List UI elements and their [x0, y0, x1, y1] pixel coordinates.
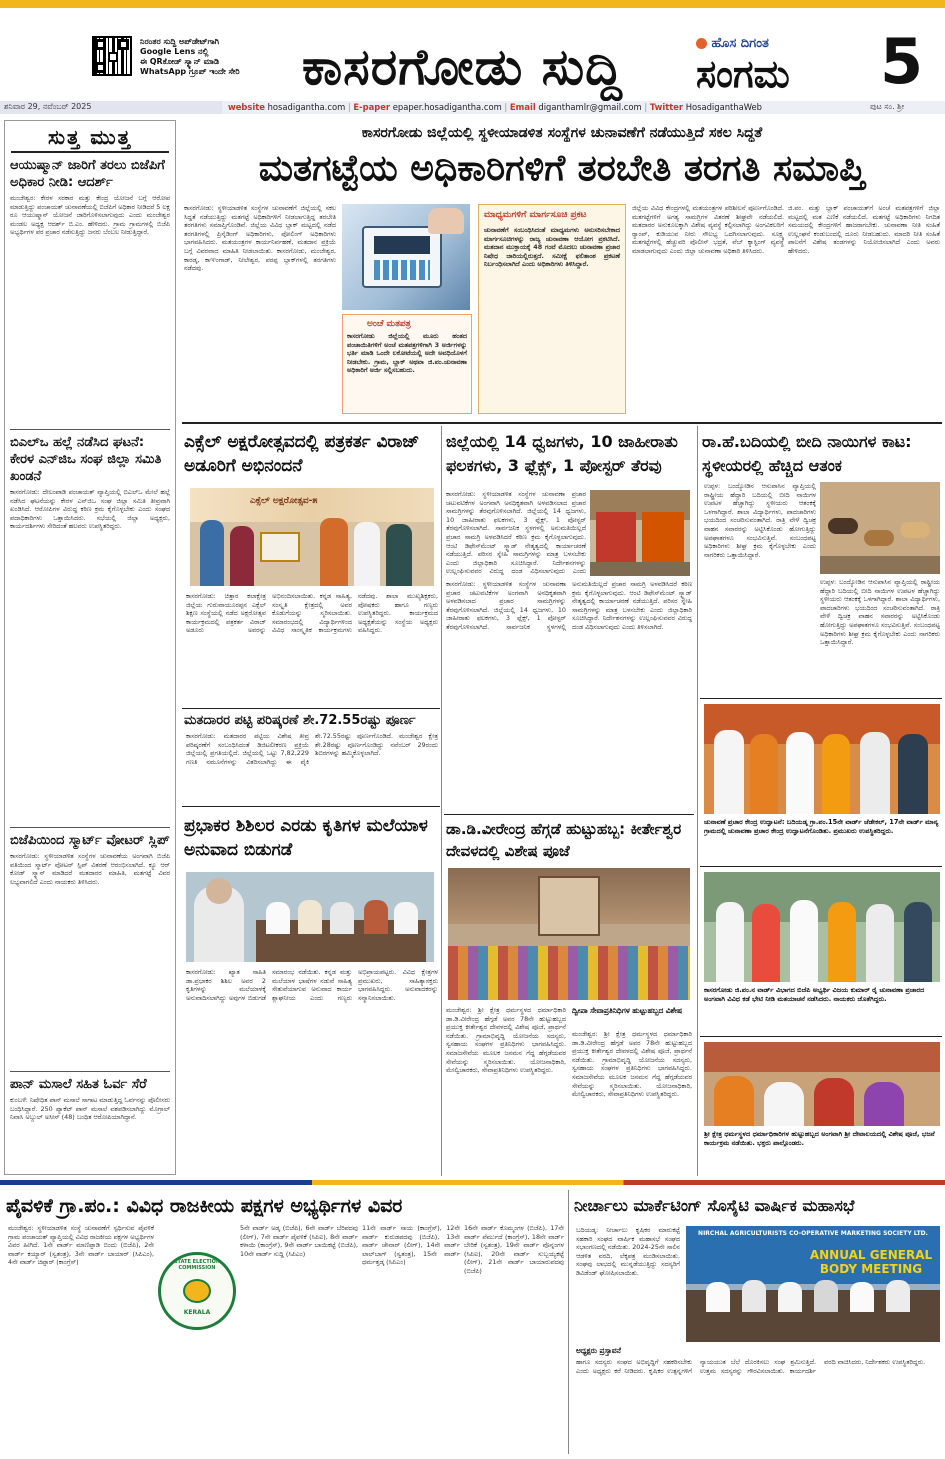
email-link[interactable]: diganthamlr@gmail.com	[538, 102, 642, 112]
media-guidelines-title: ಮಾಧ್ಯಮಗಳಿಗೆ ಮಾರ್ಗಸೂಚಿ ಪ್ರಕಟ	[484, 210, 587, 220]
award-photo	[190, 488, 434, 586]
campaign-office-photo	[704, 704, 940, 814]
sidebar	[4, 120, 176, 1175]
voters-headline: ಮತದಾರರ ಪಟ್ಟಿ ಪರಿಷ್ಕರಣೆ ಶೇ.72.55ರಷ್ಟು ಪೂರ್ಣ	[184, 713, 416, 728]
sidebar-logo-text: ಸುತ್ತ ಮುತ್ತ	[48, 125, 132, 149]
sidebar-story-4-title: ಪಾನ್ ಮಸಾಲೆ ಸಹಿತ ಓರ್ವ ಸೆರೆ	[10, 1077, 147, 1092]
temple-body-b	[572, 1030, 692, 1176]
bottom-color-bar	[0, 1180, 945, 1185]
temple-body-cont: ಮಂಜೇಶ್ವರ: ಶ್ರೀ ಕ್ಷೇತ್ರ ಧರ್ಮಸ್ಥಳದ ಧರ್ಮಾಧಿಕಾರಿ ಡಾ.ಡಿ.ವೀರೇಂದ್ರ ಹೆಗ್ಗಡೆ ಅವರ 78ನೇ ಹುಟ್ಟುಹಬ್ಬದ ಪ್ರಯುಕ್ತ ಕೀರ್ತೇಶ್ವರ ದೇವಳದಲ್ಲಿ ವಿಶೇಷ ಪೂಜೆ, ಪ್ರಾರ್ಥನೆ ನಡೆಯಿತು. ಗ್ರಾಮಾಭಿವೃದ್ಧಿ ಯೋಜನೆಯ ಸದಸ್ಯರು, ಸ್ವಸಹಾಯ ಸಂಘಗಳ ಪ್ರತಿನಿಧಿಗಳು ಭಾಗವಹಿಸಿದ್ದರು. ಸಮಾಜಸೇವೆಯ ಮೂಲಕ ಜನಮನ ಗೆದ್ದ ಹೆಗ್ಗಡೆಯವರ ಸೇವೆಯನ್ನು ಸ್ಮರಿಸಲಾಯಿತು. ಯೋಜನಾಧಿಕಾರಿ, ಮೇಲ್ವಿಚಾರಕರು, ಸೇವಾಪ್ರತಿನಿಧಿಗಳು ಉಪಸ್ಥಿತರಿದ್ದರು.	[572, 1030, 692, 1099]
qr-code	[92, 36, 132, 76]
masthead: ನಿರಂತರ ಸುದ್ದಿ ಅಪ್‌ಡೇಟ್‌ಗಾಗಿ Google Lens ನಲ್ಲಿ ಈ QRಕೋಡ್ ಸ್ಕ್ಯಾನ್ ಮಾಡಿ WhatsApp ಗ್ರೂಪ್ ಇಂದೇ ಸೇರಿ ಕಾಸರಗೋಡು ಸುದ್ದಿ ಹೊಸ ದಿಗಂತ ಸಂಗಮ 5 ಶನಿವಾರ 29, ನವೆಂಬರ್ 2025 website hosadigantha.com | E-paper epaper.hosadigantha.com | Email diganthamlr@gmail.com | Twitter HosadiganthaWeb ಪುಟ ಸಂ. ಶ್ರೀ	[0, 0, 945, 114]
email-label: Email	[509, 102, 536, 112]
postal-ballot-body: ಕಾಸರಗೋಡು ಜಿಲ್ಲೆಯಲ್ಲಿ ಮೂರು ಹಂತದ ಪಂಚಾಯಿತಿಗಳಿಗೆ ಅಂಚೆ ಮತಪತ್ರಗಳಿಗಾಗಿ 3 ಅರ್ಜಿಗಳನ್ನು ಭರ್ತಿ ಮಾಡಿ ಒಂದೇ ಲಕೋಟೆಯಲ್ಲಿ ಅದೇ ಅವಧಿಯೊಳಗೆ ನೀಡಬೇಕು. ಗ್ರಾಮ, ಬ್ಲಾಕ್ ಅಥವಾ ಜಿ.ಪಂ.ಚುನಾವಣಾ ಅಧಿಕಾರಿಗೆ ಅರ್ಜಿ ಸಲ್ಲಿಸಬಹುದು.	[347, 332, 467, 375]
dogs-headline: ರಾ.ಹೆ.ಬದಿಯಲ್ಲಿ ಬೀದಿ ನಾಯಿಗಳ ಕಾಟ: ಸ್ಥಳೀಯರಲ್ಲಿ ಹೆಚ್ಚಿದ ಆತಂಕ	[702, 432, 912, 475]
issue-date: ಶನಿವಾರ 29, ನವೆಂಬರ್ 2025	[4, 102, 92, 111]
society-body-2: ಹಾಗೂ ಸದಸ್ಯರು ಸಂಘದ ಅಭಿವೃದ್ಧಿಗೆ ಸಹಕರಿಸಬೇಕು ಎಂದು ಅಧ್ಯಕ್ಷರು ಕರೆ ನೀಡಿದರು. ಕೃಷಿಕರ ಉತ್ಪನ್ನಗಳಿಗೆ ನ್ಯಾಯಯುತ ಬೆಲೆ ದೊರಕಿಸಲು ಸಂಘ ಶ್ರಮಿಸುತ್ತಿದೆ. ಉತ್ತಮ ಸದಸ್ಯರನ್ನು ಗೌರವಿಸಲಾಯಿತು. ಕಾರ್ಯದರ್ಶಿ ವರದಿ ವಾಚಿಸಿದರು, ನಿರ್ದೇಶಕರು ಉಪಸ್ಥಿತರಿದ್ದರು.	[576, 1358, 926, 1375]
dogs-photo	[820, 482, 940, 574]
award-headline: ಎಕ್ಸೆಲ್ ಅಕ್ಷರೋತ್ಸವದಲ್ಲಿ ಪತ್ರಕರ್ತ ವಿರಾಜ್ ಅಡೂರಿಗೆ ಅಭಿನಂದನೆ	[184, 432, 420, 476]
lead-body-1: ಕಾಸರಗೋಡು: ಸ್ಥಳೀಯಾಡಳಿತ ಸಂಸ್ಥೆಗಳ ಚುನಾವಣೆಗೆ ಜಿಲ್ಲೆಯಲ್ಲಿ ಸಕಲ ಸಿದ್ಧತೆ ನಡೆಯುತ್ತಿದ್ದು ಮತಗಟ್ಟೆ ಅಧಿಕಾರಿಗಳಿಗೆ ನೀಡಲಾಗುತ್ತಿದ್ದ ತರಬೇತಿ ತರಗತಿಗಳು ಸಮಾಪ್ತಿಗೊಂಡಿವೆ. ಜಿಲ್ಲೆಯ ವಿವಿಧ ಬ್ಲಾಕ್ ಮಟ್ಟದಲ್ಲಿ ನಡೆದ ತರಗತಿಗಳಲ್ಲಿ ಪ್ರಿಸೈಡಿಂಗ್ ಅಧಿಕಾರಿಗಳು, ಪೋಲಿಂಗ್ ಅಧಿಕಾರಿಗಳು ಭಾಗವಹಿಸಿದರು. ಮತಯಂತ್ರಗಳ ಕಾರ್ಯನಿರ್ವಹಣೆ, ಮತದಾನ ಪ್ರಕ್ರಿಯೆ ಬಗ್ಗೆ ವಿವರವಾದ ಮಾಹಿತಿ ನೀಡಲಾಯಿತು. ಕಾಸರಗೋಡು, ಮಂಜೇಶ್ವರ, ಕಾರಡ್ಕ, ಕಾಞಂಗಾಡ್, ನೀಲೇಶ್ವರ, ಪರಪ್ಪ ಬ್ಲಾಕ್‌ಗಳಲ್ಲಿ ತರಗತಿಗಳು ನಡೆದವು.	[184, 204, 336, 273]
temple-sub: ದ್ವೀಪಾ ಸೇವಾಪ್ರತಿನಿಧಿಗಳ ಹುಟ್ಟುಹಬ್ಬದ ವಿಶೇಷ	[572, 1006, 683, 1015]
brand-icon	[696, 38, 707, 49]
flags-body-repeat: ಕಾಸರಗೋಡು: ಸ್ಥಳೀಯಾಡಳಿತ ಸಂಸ್ಥೆಗಳ ಚುನಾವಣಾ ಪ್ರಚಾರ ಚಟುವಟಿಕೆಗಳ ಅಂಗವಾಗಿ ಅನಧಿಕೃತವಾಗಿ ಅಳವಡಿಸಲಾದ ಪ್ರಚಾರ ಸಾಮಗ್ರಿಗಳನ್ನು ತೆರವುಗೊಳಿಸಲಾಗಿದೆ. ಜಿಲ್ಲೆಯಲ್ಲಿ 14 ಧ್ವಜಗಳು, 10 ಜಾಹೀರಾತು ಫಲಕಗಳು, 3 ಫ್ಲೆಕ್ಸ್, 1 ಪೋಸ್ಟರ್ ತೆರವುಗೊಳಿಸಲಾಗಿದೆ. ಸಾರ್ವಜನಿಕ ಸ್ಥಳಗಳಲ್ಲಿ ಅನುಮತಿಯಿಲ್ಲದೆ ಪ್ರಚಾರ ಸಾಮಗ್ರಿ ಅಳವಡಿಸಿದರೆ ಕಠಿಣ ಕ್ರಮ ಕೈಗೊಳ್ಳಲಾಗುವುದು. ಆಂಟಿ ಡಿಫೇಸ್‌ಮೆಂಟ್ ಸ್ಕ್ವಾಡ್ ನೇತೃತ್ವದಲ್ಲಿ ಕಾರ್ಯಾಚರಣೆ ನಡೆಯುತ್ತಿದೆ. ಪರಿಸರ ಸ್ನೇಹಿ ಸಾಮಗ್ರಿಗಳನ್ನು ಮಾತ್ರ ಬಳಸಬೇಕು ಎಂದು ಜಿಲ್ಲಾಧಿಕಾರಿ ಸೂಚಿಸಿದ್ದಾರೆ. ನಿರ್ದೇಶನಗಳನ್ನು ಉಲ್ಲಂಘಿಸುವವರ ವಿರುದ್ಧ ದಂಡ ವಿಧಿಸಲಾಗುವುದು ಎಂದು ತಿಳಿಸಲಾಗಿದೆ.	[446, 580, 692, 631]
sidebar-story-1-body: ಮಂಜೇಶ್ವರ: ಕೇರಳ ಸರಕಾರ ಮತ್ತು ಕೇಂದ್ರ ಯೋಜನೆ ಬಗ್ಗೆ ಆರೋಪ ಮಾಡುತ್ತಿದ್ದು ಪಂಚಾಯತ್ ಚುನಾವಣೆಯಲ್ಲಿ ಬಿಜೆಪಿಗೆ ಅಧಿಕಾರ ನೀಡಿದರೆ 5 ಲಕ್ಷ ರೂ ಆಯುಷ್ಮಾನ್ ಯೋಜನೆ ಜಾರಿಗೊಳಿಸಲಾಗುವುದು ಎಂದು ಮಂಜೇಶ್ವರ ಮಂಡಲ ಅಧ್ಯಕ್ಷ ಆದರ್ಶ್ ಬಿ.ಎಂ. ಹೇಳಿದರು. ಗ್ರಾಮ ಗ್ರಾಮಗಳಲ್ಲಿ ಬಿಜೆಪಿ ಅಭ್ಯರ್ಥಿಗಳ ಪರ ಪ್ರಚಾರ ನಡೆಸುತ್ತಿದ್ದು ಜನರು ಬೆಂಬಲ ನೀಡುತ್ತಿದ್ದಾರೆ.	[10, 194, 170, 237]
media-guidelines-body: ಚುನಾವಣೆಗೆ ಸಂಬಂಧಿಸಿದಂತೆ ಮಾಧ್ಯಮಗಳು ಅನುಸರಿಸಬೇಕಾದ ಮಾರ್ಗಸೂಚಿಗಳನ್ನು ರಾಜ್ಯ ಚುನಾವಣಾ ಆಯೋಗ ಪ್ರಕಟಿಸಿದೆ. ಮತದಾನ ಮುಕ್ತಾಯಕ್ಕೆ 48 ಗಂಟೆ ಮೊದಲು ಚುನಾವಣಾ ಪ್ರಚಾರ ನಿಷೇಧ ಜಾರಿಯಲ್ಲಿರುತ್ತದೆ. ಸಮೀಕ್ಷೆ ಫಲಿತಾಂಶ ಪ್ರಕಟಣೆ ನಿರ್ಬಂಧಿಸಲಾಗಿದೆ ಎಂದು ಅಧಿಕಾರಿಗಳು ತಿಳಿಸಿದ್ದಾರೆ.	[484, 226, 620, 269]
campaign-office-caption: ಚುನಾವಣೆ ಪ್ರಚಾರ ಕೇಂದ್ರ ಉದ್ಘಾಟನೆ: ಬದಿಯಡ್ಕ ಗ್ರಾ.ಪಂ.15ನೇ ವಾರ್ಡ್ ಚೆಡೇಕಲ್, 17ನೇ ವಾರ್ಡ್ ಮಾನ್ಯ ಗ್ರಾಮದಲ್ಲಿ ಚುನಾವಣಾ ಪ್ರಚಾರ ಕೇಂದ್ರ ಉದ್ಘಾಟನೆಗೊಂಡಿತು. ಪ್ರಮುಖರು ಉಪಸ್ಥಿತರಿದ್ದರು.	[704, 818, 939, 835]
sidebar-story-3-body: ಕಾಸರಗೋಡು: ಸ್ಥಳೀಯಾಡಳಿತ ಸಂಸ್ಥೆಗಳ ಚುನಾವಣೆಯ ಅಂಗವಾಗಿ ಬಿಜೆಪಿ ವತಿಯಿಂದ ಸ್ಮಾರ್ಟ್ ವೋಟರ್ ಸ್ಲಿಪ್ ವಿತರಣೆ ಆರಂಭಿಸಲಾಗಿದೆ. ಕ್ಯೂ ಆರ್ ಕೋಡ್ ಸ್ಕ್ಯಾನ್ ಮಾಡಿದರೆ ಮತದಾರರ ಮಾಹಿತಿ, ಮತಗಟ್ಟೆ ವಿವರ ಲಭ್ಯವಾಗಲಿದೆ ಎಂದು ನಾಯಕರು ತಿಳಿಸಿದರು.	[10, 852, 170, 886]
bhajan-caption: ಶ್ರೀ ಕ್ಷೇತ್ರ ಧರ್ಮಸ್ಥಳದ ಧರ್ಮಾಧಿಕಾರಿಗಳ ಹುಟ್ಟುಹಬ್ಬದ ಅಂಗವಾಗಿ ಶ್ರೀ ದೇವಾಲಯದಲ್ಲಿ ವಿಶೇಷ ಪೂಜೆ, ಭಜನೆ ಕಾರ್ಯಕ್ರಮ ನಡೆಯಿತು. ಭಕ್ತರು ಪಾಲ್ಗೊಂಡರು.	[704, 1130, 935, 1147]
candidate-photo	[704, 872, 940, 982]
society-banner-2: ANNUAL GENERAL BODY MEETING	[809, 1248, 933, 1276]
candidates-body-3: 11ನೇ ವಾರ್ಡ್ ಸಾಯ (ಕಾಂಗ್ರೆಸ್), 12ನೇ ವಾರ್ಡ್ ಕುರುಡಪದವು (ಬಿಜೆಪಿ), 13ನೇ ವಾರ್ಡ್ ಚೇವಾರ್ (ಲೀಗ್), 14ನೇ ವಾರ್ಡ್ ಲಾಲ್‌ಬಾಗ್ (ಸ್ವತಂತ್ರ), 15ನೇ ವಾರ್ಡ್ ಧರ್ಮತ್ತಡ್ಕ (ಸಿಪಿಎಂ)	[362, 1224, 460, 1267]
qr-line-3: ಈ QRಕೋಡ್ ಸ್ಕ್ಯಾನ್ ಮಾಡಿ	[140, 57, 220, 66]
lead-body-3: ಜಿ.ಪಂ. ಮತ್ತು ಬ್ಲಾಕ್ ಪಂಚಾಯತ್‌ಗೆ ಅಂಚೆ ಮತಪತ್ರಗಳಿಗೆ ಜಿಲ್ಲಾ ಮಟ್ಟದಲ್ಲಿ ಮತ ಎಣಿಕೆ ನಡೆಯಲಿದೆ. ಮತಗಟ್ಟೆ ಅಧಿಕಾರಿಗಳು ನಿಗದಿತ ಸಮಯದಲ್ಲಿ ಕೇಂದ್ರಗಳಿಗೆ ಹಾಜರಾಗಬೇಕು. ಚುನಾವಣಾ ನೀತಿ ಸಂಹಿತೆ ಉಲ್ಲಂಘನೆ ಕಂಡುಬಂದಲ್ಲಿ ದೂರು ನೀಡಬಹುದು. ಮಾದರಿ ನೀತಿ ಸಂಹಿತೆ ಪಾಲನೆಗೆ ವಿಶೇಷ ತಂಡಗಳನ್ನು ನಿಯೋಜಿಸಲಾಗಿದೆ ಎಂದು ಅವರು ಹೇಳಿದರು.	[788, 204, 940, 255]
society-banner-1: NIRCHAL AGRICULTURISTS CO-OPERATIVE MARKETING SOCIETY LTD.	[698, 1230, 928, 1237]
dogs-body-a	[704, 482, 816, 694]
sidebar-story-3-title: ಬಿಜೆಪಿಯಿಂದ ಸ್ಮಾರ್ಟ್ ವೋಟರ್ ಸ್ಲಿಪ್	[10, 833, 170, 848]
flags-headline: ಜಿಲ್ಲೆಯಲ್ಲಿ 14 ಧ್ವಜಗಳು, 10 ಜಾಹೀರಾತು ಫಲಕಗಳು, 3 ಫ್ಲೆಕ್ಸ್, 1 ಪೋಸ್ಟರ್ ತೆರವು	[446, 432, 678, 475]
sidebar-story-2-body: ಕಾಸರಗೋಡು: ದೇಲಂಪಾಡಿ ಪಂಚಾಯತ್ ವ್ಯಾಪ್ತಿಯಲ್ಲಿ ಬಿಎಲ್‌ಒ ಮೇಲೆ ಹಲ್ಲೆ ನಡೆಸಿದ ಘಟನೆಯನ್ನು ಕೇರಳ ಎನ್‌ಜಿಒ ಸಂಘ ಜಿಲ್ಲಾ ಸಮಿತಿ ತೀವ್ರವಾಗಿ ಖಂಡಿಸಿದೆ. ಆರೋಪಿಗಳ ವಿರುದ್ಧ ಕಠಿಣ ಕ್ರಮ ಕೈಗೊಳ್ಳಬೇಕು ಎಂದು ಸಂಘದ ಪದಾಧಿಕಾರಿಗಳು ಒತ್ತಾಯಿಸಿದರು. ಸಭೆಯಲ್ಲಿ ಜಿಲ್ಲಾ ಅಧ್ಯಕ್ಷರು, ಕಾರ್ಯದರ್ಶಿಗಳು ಸೇರಿದಂತೆ ಹಲವರು ಉಪಸ್ಥಿತರಿದ್ದರು.	[10, 488, 170, 531]
lead-headline: ಮತಗಟ್ಟೆಯ ಅಧಿಕಾರಿಗಳಿಗೆ ತರಬೇತಿ ತರಗತಿ ಸಮಾಪ್ತಿ	[258, 147, 866, 189]
postal-ballot-box	[342, 314, 472, 414]
candidates-body-1: ಮಂಜೇಶ್ವರ: ಸ್ಥಳೀಯಾಡಳಿತ ಸಂಸ್ಥೆ ಚುನಾವಣೆಗೆ ಸ್ಪರ್ಧಿಸುವ ಪೈವಳಿಕೆ ಗ್ರಾಮ ಪಂಚಾಯತ್ ವ್ಯಾಪ್ತಿಯಲ್ಲಿ ವಿವಿಧ ರಾಜಕೀಯ ಪಕ್ಷಗಳ ಅಭ್ಯರ್ಥಿಗಳ ವಿವರ ಹೀಗಿದೆ. 1ನೇ ವಾರ್ಡ್ ಮಾಣಿಪ್ಪಾಡಿ ಬಿಂದು (ಬಿಜೆಪಿ), 2ನೇ ವಾರ್ಡ್ ಕಯ್ಯಾರ್ (ಸ್ವತಂತ್ರ), 3ನೇ ವಾರ್ಡ್ ಬಾಯಾರ್ (ಸಿಪಿಎಂ), 4ನೇ ವಾರ್ಡ್ ಚಿಪ್ಪಾರ್ (ಕಾಂಗ್ರೆಸ್)	[8, 1224, 154, 1267]
temple-photo	[448, 868, 690, 1000]
twitter-label: Twitter	[649, 102, 684, 112]
lead-kicker: ಕಾಸರಗೋಡು ಜಿಲ್ಲೆಯಲ್ಲಿ ಸ್ಥಳೀಯಾಡಳಿತ ಸಂಸ್ಥೆಗಳ ಚುನಾವಣೆಗೆ ನಡೆಯುತ್ತಿದೆ ಸಕಲ ಸಿದ್ಧತೆ	[361, 125, 763, 141]
supplement-title: ಸಂಗಮ	[696, 51, 790, 96]
brand-name: ಹೊಸ ದಿಗಂತ	[711, 36, 769, 51]
candidates-body-4: 16ನೇ ವಾರ್ಡ್ ಕೊಮ್ಮಂಗಳ (ಬಿಜೆಪಿ), 17ನೇ ವಾರ್ಡ್ ಪೆರ್ಮುದೆ (ಕಾಂಗ್ರೆಸ್), 18ನೇ ವಾರ್ಡ್ ಬೇರಿಕೆ (ಸ್ವತಂತ್ರ), 19ನೇ ವಾರ್ಡ್ ಪೊನ್ನಂಗಳ (ಸಿಪಿಐ), 20ನೇ ವಾರ್ಡ್ ಸುಬ್ಬಯ್ಯಕಟ್ಟೆ (ಲೀಗ್), 21ನೇ ವಾರ್ಡ್ ಬಾಯಾರುಪದವು (ಬಿಜೆಪಿ)	[464, 1224, 564, 1275]
society-body-1: ಬದಿಯಡ್ಕ: ನೀರ್ಚಾಲು ಕೃಷಿಕರ ಮಾರುಕಟ್ಟೆ ಸಹಕಾರಿ ಸಂಘದ ವಾರ್ಷಿಕ ಮಹಾಸಭೆ ಸಂಘದ ಸಭಾಂಗಣದಲ್ಲಿ ನಡೆಯಿತು. 2024-25ನೇ ಸಾಲಿನ ಆಡಳಿತ ವರದಿ, ಲೆಕ್ಕಪತ್ರ ಮಂಡಿಸಲಾಯಿತು. ಸಂಘವು ಲಾಭದಲ್ಲಿ ಮುನ್ನಡೆಯುತ್ತಿದ್ದು ಸದಸ್ಯರಿಗೆ ಡಿವಿಡೆಂಡ್ ಘೋಷಿಸಲಾಯಿತು.	[576, 1226, 680, 1277]
candidates-body-2: 5ನೇ ವಾರ್ಡ್ ಅಡ್ಕ (ಬಿಜೆಪಿ), 6ನೇ ವಾರ್ಡ್ ಬೆರಿಪದವು (ಲೀಗ್), 7ನೇ ವಾರ್ಡ್ ಪೈವಳಿಕೆ (ಸಿಪಿಐ), 8ನೇ ವಾರ್ಡ್ ಕಳಾಯಿ (ಕಾಂಗ್ರೆಸ್), 9ನೇ ವಾರ್ಡ್ ಬಾಯಿಕಟ್ಟೆ (ಬಿಜೆಪಿ), 10ನೇ ವಾರ್ಡ್ ಸುದ್ದಿ (ಸಿಪಿಎಂ)	[240, 1224, 358, 1258]
sidebar-story-1-title: ಆಯುಷ್ಮಾನ್ ಜಾರಿಗೆ ತರಲು ಬಿಜೆಪಿಗೆ ಅಧಿಕಾರ ನೀಡಿ: ಆದರ್ಶ್	[10, 158, 165, 190]
books-photo	[186, 872, 434, 962]
books-body: ಕಾಸರಗೋಡು: ಖ್ಯಾತ ಸಾಹಿತಿ ಡಾ.ಪ್ರಭಾಕರ ಶಿಶಿಲ ಅವರ 2 ಕೃತಿಗಳನ್ನು ಮಲೆಯಾಳಕ್ಕೆ ಅನುವಾದಿಸಲಾಗಿದ್ದು ಅವುಗಳ ಬಿಡುಗಡೆ ಸಮಾರಂಭ ನಡೆಯಿತು. ಕನ್ನಡ ಮತ್ತು ಮಲೆಯಾಳ ಭಾಷೆಗಳ ನಡುವೆ ಸಾಹಿತ್ಯ ಸೇತುವೆಯಾಗುವ ಅನುವಾದ ಕಾರ್ಯ ಶ್ಲಾಘನೀಯ ಎಂದು ಗಣ್ಯರು ಅಭಿಪ್ರಾಯಪಟ್ಟರು. ವಿವಿಧ ಕ್ಷೇತ್ರಗಳ ಪ್ರಮುಖರು, ಸಾಹಿತ್ಯಾಸಕ್ತರು ಭಾಗವಹಿಸಿದ್ದರು. ಅನುವಾದಕರನ್ನು ಸನ್ಮಾನಿಸಲಾಯಿತು.	[186, 968, 438, 1002]
seal-inner-text: KERALA	[183, 1309, 211, 1316]
top-color-bar	[0, 0, 945, 8]
brand-logo	[696, 36, 769, 51]
temple-body-a	[446, 1006, 566, 1176]
sidebar-story-4-body: ಕುಂಬಳೆ: ನಿಷೇಧಿತ ಪಾನ್ ಮಸಾಲೆ ಸಾಗಾಟ ಮಾಡುತ್ತಿದ್ದ ಓರ್ವನನ್ನು ಪೊಲೀಸರು ಬಂಧಿಸಿದ್ದಾರೆ. 250 ಪ್ಯಾಕೆಟ್ ಪಾನ್ ಮಸಾಲೆ ವಶಪಡಿಸಲಾಗಿದ್ದು ಮೊಗ್ರಾಲ್ ನಿವಾಸಿ ಅಬ್ದುಲ್ ಅಸೀಸ್ (48) ಬಂಧಿತ ಆರೋಪಿಯಾಗಿದ್ದಾನೆ.	[10, 1096, 170, 1122]
election-commission-seal	[158, 1252, 236, 1330]
masthead-title: ಕಾಸರಗೋಡು ಸುದ್ದಿ	[302, 37, 623, 96]
pages-label: ಪುಟ ಸಂ. ಶ್ರೀ	[870, 102, 905, 111]
bhajan-photo	[704, 1042, 940, 1126]
candidate-caption: ಕಾಸರಗೋಡು ಜಿ.ಪಂ.ನ ವಾರ್ಡ್ ವಿಭಾಗದ ಬಿಜೆಪಿ ಅಭ್ಯರ್ಥಿ ವಿಜಯ ಕುಮಾರ್ ರೈ ಚುನಾವಣಾ ಪ್ರಚಾರದ ಅಂಗವಾಗಿ ವಿವಿಧ ಕಡೆ ಭೇಟಿ ನೀಡಿ ಮತಯಾಚನೆ ನಡೆಸಿದರು. ನಾಯಕರು ಜೊತೆಗಿದ್ದರು.	[704, 986, 925, 1003]
postal-ballot-title: ಅಂಚೆ ಮತಪತ್ರ	[367, 319, 411, 329]
date-tab	[0, 101, 222, 114]
dogs-body-cont: ಉಪ್ಪಳ: ಬಂದ್ಯೋಡಿನ ಆಸುಪಾಸಿನ ವ್ಯಾಪ್ತಿಯಲ್ಲಿ ರಾಷ್ಟ್ರೀಯ ಹೆದ್ದಾರಿ ಬದಿಯಲ್ಲಿ ಬೀದಿ ನಾಯಿಗಳ ಉಪಟಳ ಹೆಚ್ಚಾಗಿದ್ದು ಸ್ಥಳೀಯರು ಆತಂಕಕ್ಕೆ ಒಳಗಾಗಿದ್ದಾರೆ. ಶಾಲಾ ವಿದ್ಯಾರ್ಥಿಗಳು, ಪಾದಚಾರಿಗಳು ಭಯದಿಂದ ಸಂಚರಿಸುವಂತಾಗಿದೆ. ರಾತ್ರಿ ವೇಳೆ ದ್ವಿಚಕ್ರ ವಾಹನ ಸವಾರರನ್ನು ಅಟ್ಟಿಸಿಕೊಂಡು ಹೋಗುತ್ತಿದ್ದು ಅಪಘಾತಗಳೂ ಸಂಭವಿಸುತ್ತಿವೆ. ಸಂಬಂಧಪಟ್ಟ ಅಧಿಕಾರಿಗಳು ಶೀಘ್ರ ಕ್ರಮ ಕೈಗೊಳ್ಳಬೇಕು ಎಂದು ನಾಗರಿಕರು ಒತ್ತಾಯಿಸಿದ್ದಾರೆ.	[820, 578, 940, 647]
qr-line-4: WhatsApp ಗ್ರೂಪ್ ಇಂದೇ ಸೇರಿ	[140, 67, 240, 76]
epaper-label: E-paper	[353, 102, 391, 112]
seal-emblem-icon	[183, 1279, 211, 1303]
flags-photo	[590, 490, 690, 576]
voters-body: ಕಾಸರಗೋಡು: ಮತದಾರರ ಪಟ್ಟಿಯ ವಿಶೇಷ ತೀವ್ರ ಪರಿಷ್ಕರಣೆಗೆ ಸಂಬಂಧಿಸಿದಂತೆ ಡಿಜಿಟಲೀಕರಣ ಪ್ರಕ್ರಿಯೆ ಜಿಲ್ಲೆಯಲ್ಲಿ ಪ್ರಗತಿಯಲ್ಲಿದೆ. ಜಿಲ್ಲೆಯಲ್ಲಿ ಒಟ್ಟು 7,82,229 ಗಣತಿ ನಮೂನೆಗಳನ್ನು ವಿತರಿಸಲಾಗಿದ್ದು ಈ ಪೈಕಿ ಶೇ.72.55ರಷ್ಟು ಪೂರ್ಣಗೊಂಡಿದೆ. ಮಂಜೇಶ್ವರ ಕ್ಷೇತ್ರ ಶೇ.28ರಷ್ಟು ಪೂರ್ಣಗೊಂಡಿದ್ದು ನವೆಂಬರ್ 29ರಂದು ಶಿಬಿರಗಳನ್ನು ಹಮ್ಮಿಕೊಳ್ಳಲಾಗಿದೆ.	[186, 732, 438, 766]
flags-body-cont	[446, 580, 692, 810]
award-body: ಕಾಸರಗೋಡು: ಚಿತ್ತಾರ ಕಲಾಕ್ಷೇತ್ರ ಜಿಲ್ಲೆಯ ಗುರುವಾಯೂರಪ್ಪನ ಎಕ್ಸೆಲ್ ಶಿಕ್ಷಣ ಸಂಸ್ಥೆಯಲ್ಲಿ ನಡೆದ ಅಕ್ಷರೋತ್ಸವ ಕಾರ್ಯಕ್ರಮದಲ್ಲಿ ಪತ್ರಕರ್ತ ವಿರಾಜ್ ಅಡೂರು ಅವರನ್ನು ಅಭಿನಂದಿಸಲಾಯಿತು. ಕನ್ನಡ ಸಾಹಿತ್ಯ, ಸಂಸ್ಕೃತಿ ಕ್ಷೇತ್ರದಲ್ಲಿ ಅವರ ಕೊಡುಗೆಯನ್ನು ಸ್ಮರಿಸಲಾಯಿತು. ಸಮಾರಂಭದಲ್ಲಿ ವಿದ್ಯಾರ್ಥಿಗಳಿಂದ ವಿವಿಧ ಸಾಂಸ್ಕೃತಿಕ ಕಾರ್ಯಕ್ರಮಗಳು ನಡೆದವು. ಶಾಲಾ ಮುಖ್ಯಶಿಕ್ಷಕರು, ಪೋಷಕರು ಹಾಗೂ ಗಣ್ಯರು ಉಪಸ್ಥಿತರಿದ್ದರು. ಕಾರ್ಯಕ್ರಮದ ಅಧ್ಯಕ್ಷತೆಯನ್ನು ಸಂಸ್ಥೆಯ ಅಧ್ಯಕ್ಷರು ವಹಿಸಿದ್ದರು.	[186, 592, 438, 635]
website-label: website	[228, 102, 265, 112]
lead-body-2: ಜಿಲ್ಲೆಯ ವಿವಿಧ ಕೇಂದ್ರಗಳಲ್ಲಿ ಮತಯಂತ್ರಗಳ ಪರಿಶೀಲನೆ ಪೂರ್ಣಗೊಂಡಿದೆ. ಮತಗಟ್ಟೆಗಳಿಗೆ ಅಗತ್ಯ ಸಾಮಗ್ರಿಗಳ ವಿತರಣೆ ಶೀಘ್ರವೇ ನಡೆಯಲಿದೆ. ಮತದಾರರ ಅನುಕೂಲಕ್ಕಾಗಿ ವಿಶೇಷ ವ್ಯವಸ್ಥೆ ಕಲ್ಪಿಸಲಾಗಿದ್ದು ಅಂಗವಿಕಲರಿಗೆ ರ‍್ಯಾಂಪ್, ಕುಡಿಯುವ ನೀರು ಸೌಲಭ್ಯ ಒದಗಿಸಲಾಗುವುದು. ಸೂಕ್ಷ್ಮ ಮತಗಟ್ಟೆಗಳಲ್ಲಿ ಹೆಚ್ಚುವರಿ ಪೊಲೀಸ್ ಭದ್ರತೆ, ವೆಬ್ ಕ್ಯಾಸ್ಟಿಂಗ್ ವ್ಯವಸ್ಥೆ ಮಾಡಲಾಗುವುದು ಎಂದು ಜಿಲ್ಲಾ ಚುನಾವಣಾ ಅಧಿಕಾರಿ ತಿಳಿಸಿದರು.	[632, 204, 784, 255]
society-headline: ನೀರ್ಚಾಲು ಮಾರ್ಕೆಟಿಂಗ್ ಸೊಸೈಟಿ ವಾರ್ಷಿಕ ಮಹಾಸಭೆ	[574, 1196, 855, 1215]
qr-line-2: Google Lens ನಲ್ಲಿ	[140, 47, 209, 56]
temple-body: ಮಂಜೇಶ್ವರ: ಶ್ರೀ ಕ್ಷೇತ್ರ ಧರ್ಮಸ್ಥಳದ ಧರ್ಮಾಧಿಕಾರಿ ಡಾ.ಡಿ.ವೀರೇಂದ್ರ ಹೆಗ್ಗಡೆ ಅವರ 78ನೇ ಹುಟ್ಟುಹಬ್ಬದ ಪ್ರಯುಕ್ತ ಕೀರ್ತೇಶ್ವರ ದೇವಳದಲ್ಲಿ ವಿಶೇಷ ಪೂಜೆ, ಪ್ರಾರ್ಥನೆ ನಡೆಯಿತು. ಗ್ರಾಮಾಭಿವೃದ್ಧಿ ಯೋಜನೆಯ ಸದಸ್ಯರು, ಸ್ವಸಹಾಯ ಸಂಘಗಳ ಪ್ರತಿನಿಧಿಗಳು ಭಾಗವಹಿಸಿದ್ದರು. ಸಮಾಜಸೇವೆಯ ಮೂಲಕ ಜನಮನ ಗೆದ್ದ ಹೆಗ್ಗಡೆಯವರ ಸೇವೆಯನ್ನು ಸ್ಮರಿಸಲಾಯಿತು. ಯೋಜನಾಧಿಕಾರಿ, ಮೇಲ್ವಿಚಾರಕರು, ಸೇವಾಪ್ರತಿನಿಧಿಗಳು ಉಪಸ್ಥಿತರಿದ್ದರು.	[446, 1006, 566, 1075]
award-banner-text: ಎಕ್ಸೆಲ್ ಅಕ್ಷರೋತ್ಸವ-೫	[250, 496, 318, 506]
epaper-link[interactable]: epaper.hosadigantha.com	[392, 102, 502, 112]
twitter-link[interactable]: HosadiganthaWeb	[685, 102, 763, 112]
society-sub: ಅಧ್ಯಕ್ಷರು ಪ್ರಸ್ತಾವನೆ	[576, 1346, 621, 1355]
seal-outer-text: STATE ELECTION COMMISSION	[173, 1259, 221, 1271]
flags-body-top	[446, 490, 586, 576]
dogs-body-b	[820, 578, 940, 694]
candidates-headline: ಪೈವಳಿಕೆ ಗ್ರಾ.ಪಂ.: ವಿವಿಧ ರಾಜಕೀಯ ಪಕ್ಷಗಳ ಅಭ್ಯರ್ಥಿಗಳ ವಿವರ	[6, 1195, 403, 1217]
society-photo	[686, 1226, 940, 1342]
dogs-body: ಉಪ್ಪಳ: ಬಂದ್ಯೋಡಿನ ಆಸುಪಾಸಿನ ವ್ಯಾಪ್ತಿಯಲ್ಲಿ ರಾಷ್ಟ್ರೀಯ ಹೆದ್ದಾರಿ ಬದಿಯಲ್ಲಿ ಬೀದಿ ನಾಯಿಗಳ ಉಪಟಳ ಹೆಚ್ಚಾಗಿದ್ದು ಸ್ಥಳೀಯರು ಆತಂಕಕ್ಕೆ ಒಳಗಾಗಿದ್ದಾರೆ. ಶಾಲಾ ವಿದ್ಯಾರ್ಥಿಗಳು, ಪಾದಚಾರಿಗಳು ಭಯದಿಂದ ಸಂಚರಿಸುವಂತಾಗಿದೆ. ರಾತ್ರಿ ವೇಳೆ ದ್ವಿಚಕ್ರ ವಾಹನ ಸವಾರರನ್ನು ಅಟ್ಟಿಸಿಕೊಂಡು ಹೋಗುತ್ತಿದ್ದು ಅಪಘಾತಗಳೂ ಸಂಭವಿಸುತ್ತಿವೆ. ಸಂಬಂಧಪಟ್ಟ ಅಧಿಕಾರಿಗಳು ಶೀಘ್ರ ಕ್ರಮ ಕೈಗೊಳ್ಳಬೇಕು ಎಂದು ನಾಗರಿಕರು ಒತ್ತಾಯಿಸಿದ್ದಾರೆ.	[704, 482, 816, 559]
sidebar-story-2-title: ಬಿಎಲ್‌ಒ ಹಲ್ಲೆ ನಡೆಸಿದ ಘಟನೆ: ಕೇರಳ ಎನ್‌ಜಿಒ ಸಂಘ ಜಿಲ್ಲಾ ಸಮಿತಿ ಖಂಡನೆ	[10, 435, 162, 484]
sidebar-logo	[5, 121, 175, 149]
qr-line-1: ನಿರಂತರ ಸುದ್ದಿ ಅಪ್‌ಡೇಟ್‌ಗಾಗಿ	[140, 37, 220, 46]
flags-body: ಕಾಸರಗೋಡು: ಸ್ಥಳೀಯಾಡಳಿತ ಸಂಸ್ಥೆಗಳ ಚುನಾವಣಾ ಪ್ರಚಾರ ಚಟುವಟಿಕೆಗಳ ಅಂಗವಾಗಿ ಅನಧಿಕೃತವಾಗಿ ಅಳವಡಿಸಲಾದ ಪ್ರಚಾರ ಸಾಮಗ್ರಿಗಳನ್ನು ತೆರವುಗೊಳಿಸಲಾಗಿದೆ. ಜಿಲ್ಲೆಯಲ್ಲಿ 14 ಧ್ವಜಗಳು, 10 ಜಾಹೀರಾತು ಫಲಕಗಳು, 3 ಫ್ಲೆಕ್ಸ್, 1 ಪೋಸ್ಟರ್ ತೆರವುಗೊಳಿಸಲಾಗಿದೆ. ಸಾರ್ವಜನಿಕ ಸ್ಥಳಗಳಲ್ಲಿ ಅನುಮತಿಯಿಲ್ಲದೆ ಪ್ರಚಾರ ಸಾಮಗ್ರಿ ಅಳವಡಿಸಿದರೆ ಕಠಿಣ ಕ್ರಮ ಕೈಗೊಳ್ಳಲಾಗುವುದು. ಆಂಟಿ ಡಿಫೇಸ್‌ಮೆಂಟ್ ಸ್ಕ್ವಾಡ್ ನೇತೃತ್ವದಲ್ಲಿ ಕಾರ್ಯಾಚರಣೆ ನಡೆಯುತ್ತಿದೆ. ಪರಿಸರ ಸ್ನೇಹಿ ಸಾಮಗ್ರಿಗಳನ್ನು ಮಾತ್ರ ಬಳಸಬೇಕು ಎಂದು ಜಿಲ್ಲಾಧಿಕಾರಿ ಸೂಚಿಸಿದ್ದಾರೆ. ನಿರ್ದೇಶನಗಳನ್ನು ಉಲ್ಲಂಘಿಸುವವರ ವಿರುದ್ಧ ದಂಡ ವಿಧಿಸಲಾಗುವುದು ಎಂದು	[446, 490, 586, 576]
evm-photo	[342, 204, 470, 310]
media-guidelines-box	[478, 204, 626, 414]
website-link[interactable]: hosadigantha.com	[267, 102, 346, 112]
page-number: 5	[880, 25, 924, 98]
books-headline: ಪ್ರಭಾಕರ ಶಿಶಿಲರ ಎರಡು ಕೃತಿಗಳ ಮಲೆಯಾಳ ಅನುವಾದ ಬಿಡುಗಡೆ	[184, 816, 428, 860]
temple-headline: ಡಾ.ಡಿ.ವೀರೇಂದ್ರ ಹೆಗ್ಗಡೆ ಹುಟ್ಟುಹಬ್ಬ: ಕೀರ್ತೇಶ್ವರ ದೇವಳದಲ್ಲಿ ವಿಶೇಷ ಪೂಜೆ	[446, 820, 682, 860]
